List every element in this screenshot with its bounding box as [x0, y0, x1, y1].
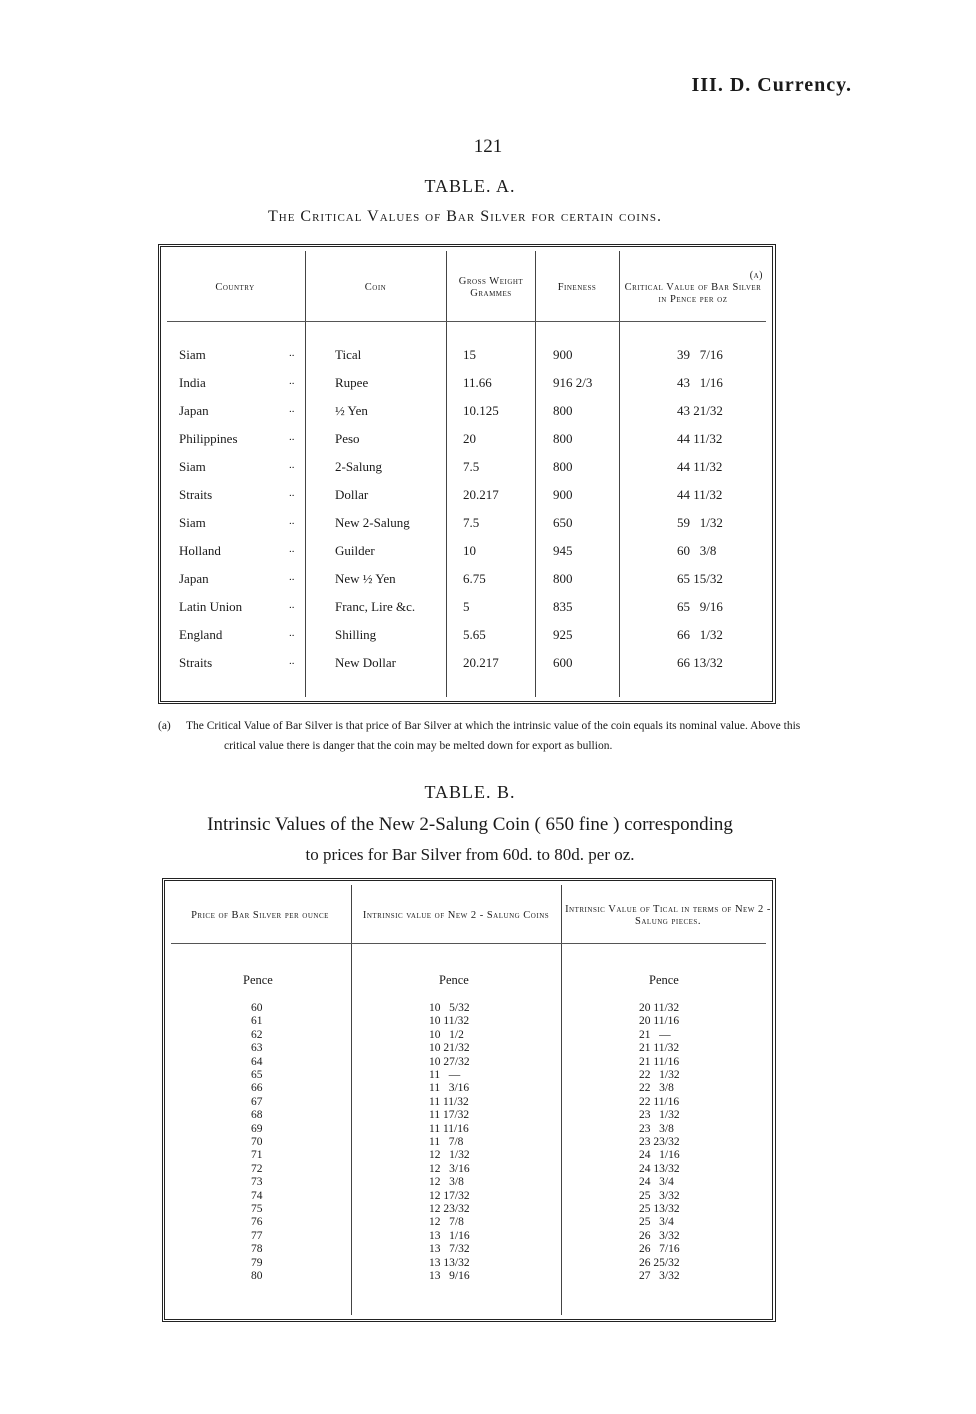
cell-tical-value: 26 25/32 [639, 1256, 680, 1269]
cell-country: Straits [179, 655, 213, 670]
cell-tical-value: 22 1/32 [639, 1069, 680, 1081]
cell-tical-value: 23 3/8 [639, 1122, 674, 1135]
table-row [165, 1163, 772, 1176]
cell-new-salung-value: 10 27/32 [429, 1055, 470, 1068]
table-row [165, 1082, 772, 1095]
column-header-gross-weight: Gross Weight Grammes [458, 276, 524, 299]
table-row [165, 1109, 772, 1122]
unit-label: Pence [649, 973, 679, 987]
cell-country: India [179, 375, 206, 390]
cell-new-salung-value: 11 11/32 [429, 1095, 469, 1108]
cell-price: 60 [251, 1002, 263, 1014]
table-row [165, 1270, 772, 1283]
cell-fineness: 945 [553, 543, 573, 558]
table-row [165, 1002, 772, 1015]
cell-price: 76 [251, 1216, 263, 1229]
column-header-new-salung: Intrinsic value of New 2 - Salung Coins [362, 910, 550, 921]
table-row [165, 1216, 772, 1229]
cell-critical-value: 43 21/32 [677, 403, 723, 418]
unit-label: Pence [243, 973, 273, 987]
cell-fineness: 835 [553, 599, 573, 614]
cell-tical-value: 25 3/4 [639, 1216, 674, 1229]
cell-price: 68 [251, 1109, 263, 1122]
cell-fineness: 600 [553, 655, 573, 670]
table-row [161, 375, 772, 403]
table-row [161, 599, 772, 627]
cell-country: Siam [179, 347, 206, 362]
cell-leader-dots: .. [289, 375, 295, 387]
unit-label: Pence [439, 973, 469, 987]
table-row [161, 515, 772, 543]
cell-country: Philippines [179, 431, 238, 446]
table-row [165, 1029, 772, 1042]
cell-price: 72 [251, 1162, 263, 1175]
cell-price: 63 [251, 1042, 263, 1055]
cell-critical-value: 66 13/32 [677, 655, 723, 670]
cell-gross-weight: 20 [463, 431, 476, 446]
cell-new-salung-value: 11 3/16 [429, 1082, 470, 1095]
cell-new-salung-value: 11 11/16 [429, 1122, 469, 1135]
cell-critical-value: 60 3/8 [677, 543, 717, 558]
cell-leader-dots: .. [289, 627, 295, 639]
cell-leader-dots: .. [289, 571, 295, 583]
footnote-mark: (a) [158, 720, 171, 732]
table-b-title-line1: Intrinsic Values of the New 2-Salung Coin ( 650 fine ) corresponding [207, 814, 733, 835]
cell-tical-value: 26 3/32 [639, 1229, 680, 1242]
cell-price: 66 [251, 1082, 263, 1095]
cell-critical-value: 44 11/32 [677, 431, 723, 446]
table-row [161, 403, 772, 431]
cell-country: Holland [179, 543, 221, 558]
cell-coin: Dollar [335, 487, 369, 502]
cell-price: 65 [251, 1069, 263, 1081]
cell-critical-value: 44 11/32 [677, 459, 723, 474]
cell-country: Siam [179, 515, 206, 530]
cell-leader-dots: .. [289, 543, 295, 555]
cell-new-salung-value: 10 11/32 [429, 1015, 470, 1028]
cell-price: 74 [251, 1189, 263, 1202]
cell-new-salung-value: 12 23/32 [429, 1203, 470, 1215]
cell-price: 75 [251, 1203, 263, 1215]
cell-price: 77 [251, 1229, 263, 1242]
cell-fineness: 800 [553, 459, 573, 474]
cell-price: 70 [251, 1136, 263, 1148]
cell-coin: 2-Salung [335, 459, 382, 474]
cell-country: Japan [179, 571, 209, 586]
table-row [161, 347, 772, 375]
table-row [165, 1243, 772, 1256]
cell-gross-weight: 7.5 [463, 515, 480, 530]
cell-country: Siam [179, 459, 206, 474]
cell-price: 69 [251, 1122, 263, 1135]
cell-coin: New Dollar [335, 655, 397, 670]
cell-fineness: 800 [553, 571, 573, 586]
table-row [165, 1190, 772, 1203]
cell-tical-value: 24 13/32 [639, 1162, 680, 1175]
cell-tical-value: 25 13/32 [639, 1203, 680, 1215]
cell-fineness: 925 [553, 627, 573, 642]
cell-new-salung-value: 11 — [429, 1069, 461, 1081]
cell-leader-dots: .. [289, 403, 295, 415]
footnote-text: The Critical Value of Bar Silver is that price of Bar Silver at which the intrinsic value of the coin equals its nominal value. Above this critical value there is danger that the coin may be melted down for export as bullion. [186, 720, 801, 752]
table-row [165, 1056, 772, 1069]
table-a-heading: TABLE. A. [424, 176, 516, 196]
table-b [162, 878, 776, 1322]
cell-gross-weight: 20.217 [463, 487, 499, 502]
cell-critical-value: 39 7/16 [677, 347, 723, 362]
cell-fineness: 650 [553, 515, 573, 530]
table-row [161, 459, 772, 487]
cell-gross-weight: 15 [463, 347, 476, 362]
cell-country: England [179, 627, 223, 642]
table-row [161, 543, 772, 571]
cell-gross-weight: 10 [463, 543, 476, 558]
cell-price: 61 [251, 1015, 263, 1028]
cell-critical-value: 65 9/16 [677, 599, 723, 614]
table-row [161, 655, 772, 683]
cell-critical-value: 66 1/32 [677, 627, 723, 642]
cell-new-salung-value: 13 1/16 [429, 1229, 470, 1242]
cell-new-salung-value: 12 17/32 [429, 1189, 470, 1202]
column-header-price: Price of Bar Silver per ounce [191, 910, 329, 921]
cell-price: 80 [251, 1270, 263, 1282]
cell-fineness: 900 [553, 487, 573, 502]
cell-tical-value: 22 11/16 [639, 1095, 680, 1108]
table-row [165, 1069, 772, 1082]
cell-price: 64 [251, 1055, 263, 1068]
cell-country: Latin Union [179, 599, 243, 614]
cell-leader-dots: .. [289, 599, 295, 611]
cell-new-salung-value: 10 1/2 [429, 1028, 464, 1041]
table-row [165, 1176, 772, 1189]
section-header: III. D. Currency. [691, 74, 852, 96]
cell-country: Japan [179, 403, 209, 418]
critical-footnote-mark: (a) [749, 270, 763, 281]
cell-tical-value: 24 3/4 [639, 1176, 674, 1189]
cell-tical-value: 23 23/32 [639, 1136, 680, 1148]
cell-new-salung-value: 12 3/16 [429, 1162, 470, 1175]
cell-coin: Rupee [335, 375, 369, 390]
header-rule [167, 321, 766, 322]
cell-price: 79 [251, 1256, 263, 1269]
cell-leader-dots: .. [289, 515, 295, 527]
table-row [165, 1149, 772, 1162]
cell-new-salung-value: 10 5/32 [429, 1002, 470, 1014]
cell-tical-value: 20 11/32 [639, 1002, 680, 1014]
cell-gross-weight: 10.125 [463, 403, 499, 418]
header-rule [171, 943, 766, 944]
cell-fineness: 900 [553, 347, 573, 362]
table-row [161, 571, 772, 599]
cell-tical-value: 22 3/8 [639, 1082, 674, 1095]
table-row [161, 431, 772, 459]
cell-critical-value: 44 11/32 [677, 487, 723, 502]
table-row [165, 1096, 772, 1109]
cell-critical-value: 59 1/32 [677, 515, 723, 530]
page-number: 121 [473, 136, 503, 157]
cell-new-salung-value: 13 13/32 [429, 1256, 470, 1269]
cell-tical-value: 25 3/32 [639, 1189, 680, 1202]
table-row [165, 1257, 772, 1270]
cell-price: 71 [251, 1149, 263, 1162]
column-header-tical: Intrinsic Value of Tical in terms of New 2 - Salung pieces. [565, 904, 771, 927]
cell-coin: Peso [335, 431, 360, 446]
cell-critical-value: 65 15/32 [677, 571, 723, 586]
cell-new-salung-value: 10 21/32 [429, 1042, 470, 1055]
table-a [158, 244, 776, 704]
cell-leader-dots: .. [289, 487, 295, 499]
cell-new-salung-value: 11 7/8 [429, 1136, 464, 1148]
table-row [165, 1015, 772, 1028]
cell-tical-value: 23 1/32 [639, 1109, 680, 1122]
table-row [165, 1230, 772, 1243]
cell-coin: New 2-Salung [335, 515, 410, 530]
critical-header-text: Critical Value of Bar Silver in Pence per oz [624, 282, 762, 305]
cell-price: 73 [251, 1176, 263, 1189]
cell-tical-value: 21 — [639, 1028, 671, 1041]
table-b-title-line2: to prices for Bar Silver from 60d. to 80d. per oz. [305, 845, 635, 864]
column-header-critical-value [623, 255, 763, 321]
cell-coin: Guilder [335, 543, 375, 558]
cell-new-salung-value: 12 1/32 [429, 1149, 470, 1162]
table-row [165, 1042, 772, 1055]
cell-leader-dots: .. [289, 459, 295, 471]
cell-new-salung-value: 11 17/32 [429, 1109, 470, 1122]
cell-new-salung-value: 13 9/16 [429, 1270, 470, 1282]
column-header-fineness: Fineness [557, 282, 597, 293]
cell-tical-value: 20 11/16 [639, 1015, 680, 1028]
cell-critical-value: 43 1/16 [677, 375, 723, 390]
table-row [165, 1203, 772, 1216]
cell-coin: Shilling [335, 627, 377, 642]
cell-gross-weight: 6.75 [463, 571, 486, 586]
cell-fineness: 916 2/3 [553, 375, 593, 390]
cell-coin: Franc, Lire &c. [335, 599, 416, 614]
column-header-coin: Coin [364, 282, 387, 293]
cell-new-salung-value: 13 7/32 [429, 1243, 470, 1256]
table-row [165, 1136, 772, 1149]
cell-gross-weight: 7.5 [463, 459, 480, 474]
cell-leader-dots: .. [289, 655, 295, 667]
table-row [161, 627, 772, 655]
cell-tical-value: 21 11/32 [639, 1042, 680, 1055]
table-row [161, 487, 772, 515]
cell-tical-value: 27 3/32 [639, 1270, 680, 1282]
cell-new-salung-value: 12 7/8 [429, 1216, 464, 1229]
cell-price: 62 [251, 1028, 263, 1041]
cell-leader-dots: .. [289, 347, 295, 359]
cell-country: Straits [179, 487, 213, 502]
cell-leader-dots: .. [289, 431, 295, 443]
table-a-title: The Critical Values of Bar Silver for certain coins. [267, 208, 662, 225]
cell-gross-weight: 5.65 [463, 627, 486, 642]
cell-fineness: 800 [553, 403, 573, 418]
table-row [165, 1123, 772, 1136]
cell-tical-value: 24 1/16 [639, 1149, 680, 1162]
column-header-country: Country [215, 282, 255, 293]
cell-coin: Tical [335, 347, 362, 362]
cell-gross-weight: 20.217 [463, 655, 499, 670]
cell-coin: ½ Yen [335, 403, 368, 418]
cell-fineness: 800 [553, 431, 573, 446]
cell-price: 67 [251, 1095, 263, 1108]
cell-coin: New ½ Yen [335, 571, 396, 586]
cell-new-salung-value: 12 3/8 [429, 1176, 464, 1189]
cell-gross-weight: 11.66 [463, 375, 492, 390]
table-a-footnote [158, 716, 828, 756]
cell-gross-weight: 5 [463, 599, 470, 614]
table-b-heading: TABLE. B. [424, 782, 516, 802]
cell-price: 78 [251, 1243, 263, 1256]
cell-tical-value: 26 7/16 [639, 1243, 680, 1256]
cell-tical-value: 21 11/16 [639, 1055, 680, 1068]
